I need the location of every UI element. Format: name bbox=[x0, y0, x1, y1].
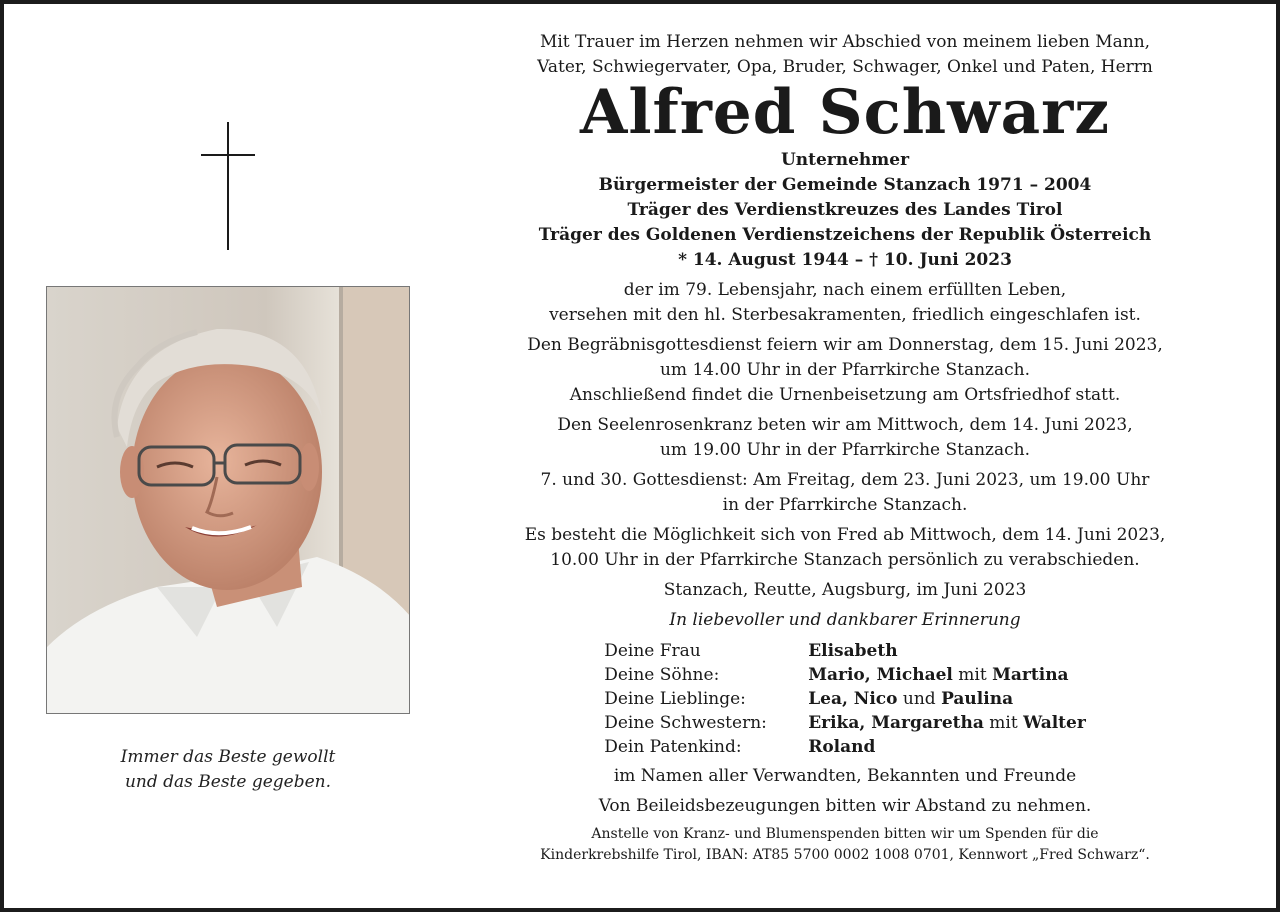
family-relation: Deine Lieblinge: bbox=[604, 689, 746, 709]
paragraph-line: in der Pfarrkirche Stanzach. bbox=[722, 495, 968, 515]
family-relation: Deine Söhne: bbox=[604, 665, 720, 685]
motto-line: und das Beste gegeben. bbox=[124, 772, 332, 792]
motto-line: Immer das Beste gewollt bbox=[120, 747, 336, 767]
family-names: Elisabeth bbox=[808, 641, 898, 661]
family-connector: mit bbox=[958, 665, 987, 685]
paragraph bbox=[460, 333, 1230, 408]
paragraph-line: der im 79. Lebensjahr, nach einem erfüllten Leben, bbox=[623, 280, 1067, 300]
family-names-cell bbox=[808, 639, 1086, 663]
family-names-cell bbox=[808, 711, 1086, 735]
family-relation: Dein Patenkind: bbox=[604, 737, 742, 757]
paragraph-line: Den Seelenrosenkranz beten wir am Mittwoch, dem 14. Juni 2023, bbox=[557, 415, 1133, 435]
paragraph-line: Anschließend findet die Urnenbeisetzung am Ortsfriedhof statt. bbox=[569, 385, 1121, 405]
family-row bbox=[604, 663, 1086, 687]
family-names: Lea, Nico bbox=[808, 689, 898, 709]
condolence-line: Von Beileidsbezeugungen bitten wir Abstand zu nehmen. bbox=[598, 796, 1092, 816]
donation-line: Kinderkrebshilfe Tirol, IBAN: AT85 5700 0002 1008 0701, Kennwort „Fred Schwarz“. bbox=[540, 847, 1150, 863]
paragraph-line: versehen mit den hl. Sterbesakramenten, friedlich eingeschlafen ist. bbox=[549, 305, 1141, 325]
donation-line: Anstelle von Kranz- und Blumenspenden bitten wir um Spenden für die bbox=[591, 826, 1099, 842]
donation-note bbox=[460, 824, 1230, 866]
deceased-name: Alfred Schwarz bbox=[580, 77, 1110, 148]
family-row bbox=[604, 711, 1086, 735]
intro-line: Mit Trauer im Herzen nehmen wir Abschied von meinem lieben Mann, bbox=[539, 32, 1151, 52]
family-partner: Martina bbox=[992, 665, 1069, 685]
family-names: Erika, Margaretha bbox=[808, 713, 984, 733]
family-relation: Deine Schwestern: bbox=[604, 713, 767, 733]
closing-line: im Namen aller Verwandten, Bekannten und Freunde bbox=[613, 766, 1077, 786]
family-row bbox=[604, 735, 1086, 759]
notice-text bbox=[460, 30, 1230, 866]
life-dates: * 14. August 1944 – † 10. Juni 2023 bbox=[678, 250, 1012, 270]
portrait-photo bbox=[46, 286, 410, 714]
remembrance: In liebevoller und dankbarer Erinnerung bbox=[669, 610, 1021, 630]
paragraph-line: Den Begräbnisgottesdienst feiern wir am Donnerstag, dem 15. Juni 2023, bbox=[527, 335, 1163, 355]
title-line: Bürgermeister der Gemeinde Stanzach 1971 – 2004 bbox=[598, 175, 1092, 195]
family-names: Mario, Michael bbox=[808, 665, 953, 685]
title-line: Träger des Verdienstkreuzes des Landes Tirol bbox=[627, 200, 1063, 220]
place-date: Stanzach, Reutte, Augsburg, im Juni 2023 bbox=[663, 580, 1027, 600]
paragraph bbox=[460, 413, 1230, 463]
family-names-cell bbox=[808, 663, 1086, 687]
paragraph-line: Es besteht die Möglichkeit sich von Fred ab Mittwoch, dem 14. Juni 2023, bbox=[524, 525, 1166, 545]
paragraph-line: 7. und 30. Gottesdienst: Am Freitag, dem 23. Juni 2023, um 19.00 Uhr bbox=[540, 470, 1150, 490]
family-partner: Paulina bbox=[941, 689, 1014, 709]
family-names: Roland bbox=[808, 737, 876, 757]
family-connector: und bbox=[902, 689, 936, 709]
family-row bbox=[604, 687, 1086, 711]
family-row bbox=[604, 639, 1086, 663]
family-partner: Walter bbox=[1023, 713, 1086, 733]
paragraph bbox=[460, 468, 1230, 518]
intro-line: Vater, Schwiegervater, Opa, Bruder, Schwager, Onkel und Paten, Herrn bbox=[537, 57, 1153, 77]
family-names-cell bbox=[808, 735, 1086, 759]
title-line: Träger des Goldenen Verdienstzeichens der Republik Österreich bbox=[538, 225, 1152, 245]
motto bbox=[60, 745, 396, 795]
family-list bbox=[604, 639, 1086, 759]
title-line: Unternehmer bbox=[780, 150, 910, 170]
family-connector: mit bbox=[989, 713, 1018, 733]
family-names-cell bbox=[808, 687, 1086, 711]
cross-icon bbox=[201, 122, 255, 250]
paragraph bbox=[460, 278, 1230, 328]
paragraph-line: um 19.00 Uhr in der Pfarrkirche Stanzach. bbox=[659, 440, 1031, 460]
paragraph-line: um 14.00 Uhr in der Pfarrkirche Stanzach. bbox=[659, 360, 1031, 380]
paragraph-line: 10.00 Uhr in der Pfarrkirche Stanzach persönlich zu verabschieden. bbox=[550, 550, 1140, 570]
paragraph bbox=[460, 523, 1230, 573]
family-relation: Deine Frau bbox=[604, 641, 701, 661]
